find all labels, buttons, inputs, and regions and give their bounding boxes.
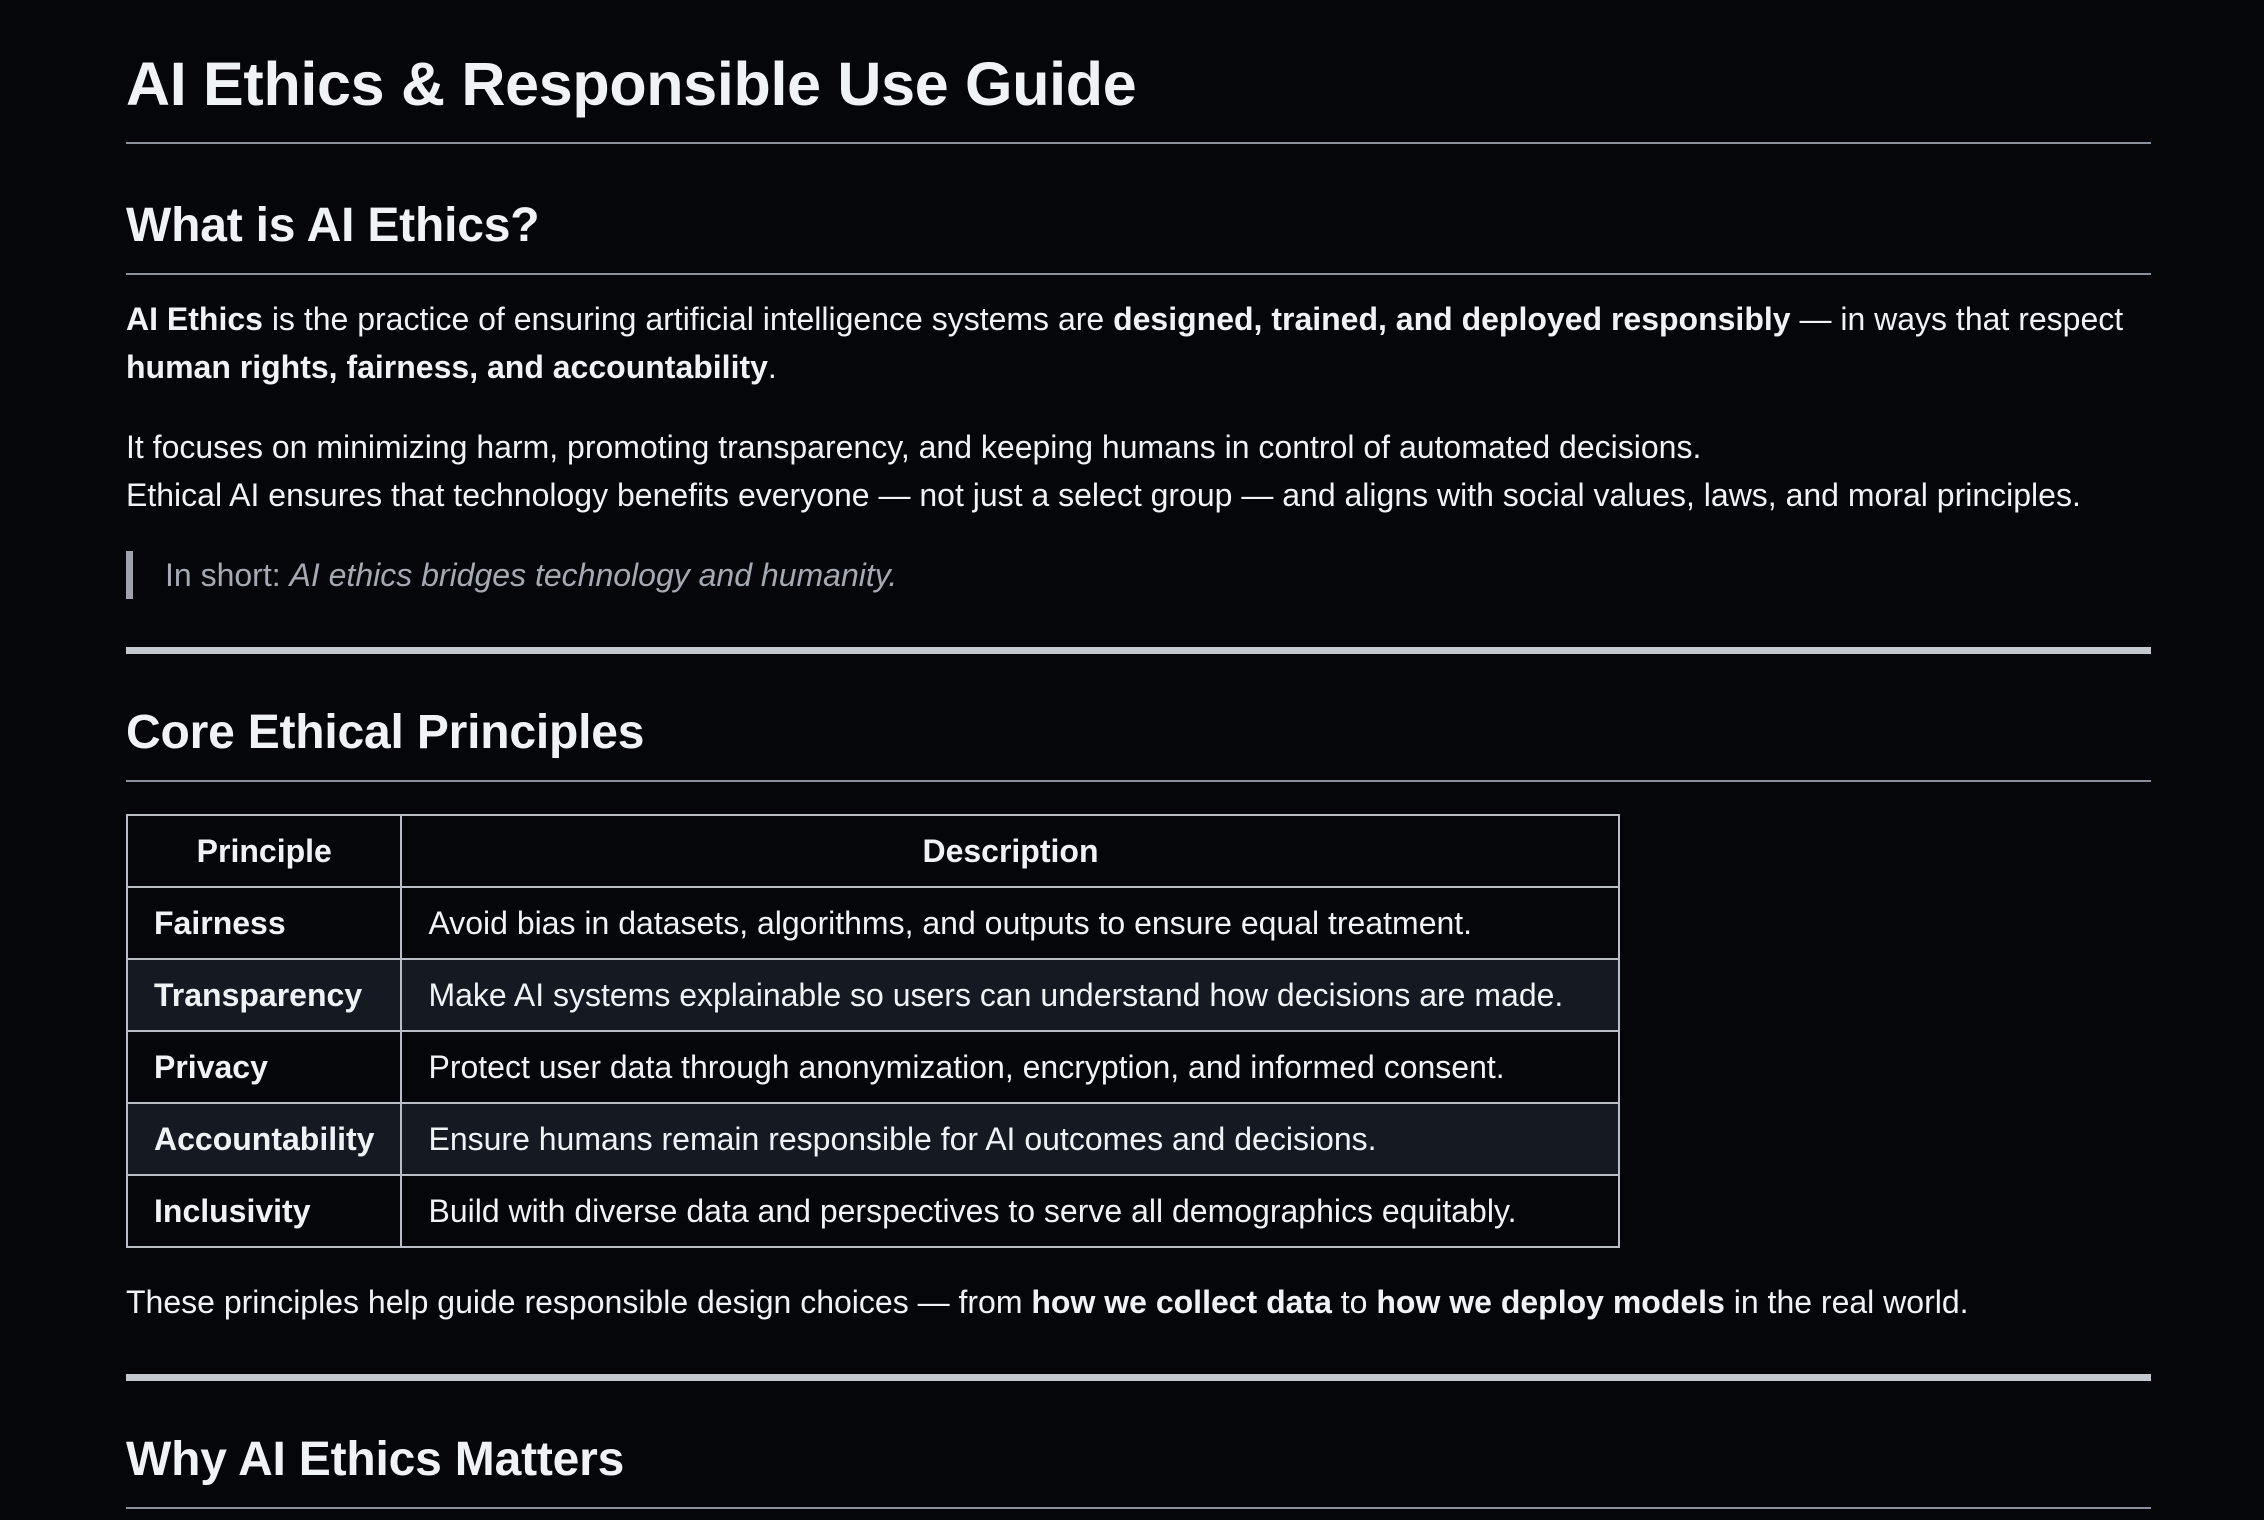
focus-line-2: Ethical AI ensures that technology benefits everyone — not just a select group — and aligns with social values, laws, and moral principles. (126, 477, 2081, 513)
principles-summary (126, 1278, 2151, 1326)
table-cell-description: Avoid bias in datasets, algorithms, and outputs to ensure equal treatment. (401, 887, 1619, 959)
table-row (127, 1103, 1619, 1175)
table-cell-description: Protect user data through anonymization, encryption, and informed consent. (401, 1031, 1619, 1103)
summary-bold-2: how we deploy models (1376, 1284, 1725, 1320)
intro-text-2: — in ways that respect (1790, 301, 2124, 337)
intro-text-3: . (767, 349, 777, 385)
summary-text-1: These principles help guide responsible design choices — from (126, 1284, 1032, 1320)
summary-text-3: in the real world. (1724, 1284, 1969, 1320)
table-cell-description: Build with diverse data and perspectives to serve all demographics equitably. (401, 1175, 1619, 1247)
table-cell-principle: Fairness (127, 887, 401, 959)
section-heading-core: Core Ethical Principles (126, 704, 2151, 782)
page-title: AI Ethics & Responsible Use Guide (126, 0, 2151, 144)
blockquote-prefix: In short: (165, 556, 290, 593)
intro-bold-2: designed, trained, and deployed responsibly (1113, 301, 1791, 337)
summary-text-2: to (1331, 1284, 1377, 1320)
table-cell-principle: Accountability (127, 1103, 401, 1175)
intro-bold-3: human rights, fairness, and accountability (126, 349, 768, 385)
section-heading-why: Why AI Ethics Matters (126, 1431, 2151, 1509)
table-cell-principle: Inclusivity (127, 1175, 401, 1247)
blockquote-italic: AI ethics bridges technology and humanity. (289, 556, 898, 593)
table-cell-description: Ensure humans remain responsible for AI outcomes and decisions. (401, 1103, 1619, 1175)
focus-line-1: It focuses on minimizing harm, promoting transparency, and keeping humans in control of automated decisions. (126, 429, 1702, 465)
intro-paragraph (126, 295, 2151, 391)
intro-bold-1: AI Ethics (126, 301, 263, 337)
table-row (127, 887, 1619, 959)
table-cell-description: Make AI systems explainable so users can understand how decisions are made. (401, 959, 1619, 1031)
section-heading-what: What is AI Ethics? (126, 197, 2151, 275)
table-header-description: Description (401, 815, 1619, 887)
table-cell-principle: Transparency (127, 959, 401, 1031)
principles-table (126, 814, 1620, 1248)
section-divider (126, 647, 2151, 654)
summary-bold-1: how we collect data (1031, 1284, 1332, 1320)
table-header-principle: Principle (127, 815, 401, 887)
focus-paragraph (126, 423, 2151, 519)
table-row (127, 1175, 1619, 1247)
document (126, 0, 2151, 1509)
blockquote-text (165, 557, 897, 594)
table-cell-principle: Privacy (127, 1031, 401, 1103)
blockquote-bar (126, 551, 133, 599)
table-header-row (127, 815, 1619, 887)
intro-text-1: is the practice of ensuring artificial intelligence systems are (262, 301, 1114, 337)
table-row (127, 1031, 1619, 1103)
summary-blockquote (126, 551, 2151, 599)
section-divider (126, 1374, 2151, 1381)
table-row (127, 959, 1619, 1031)
